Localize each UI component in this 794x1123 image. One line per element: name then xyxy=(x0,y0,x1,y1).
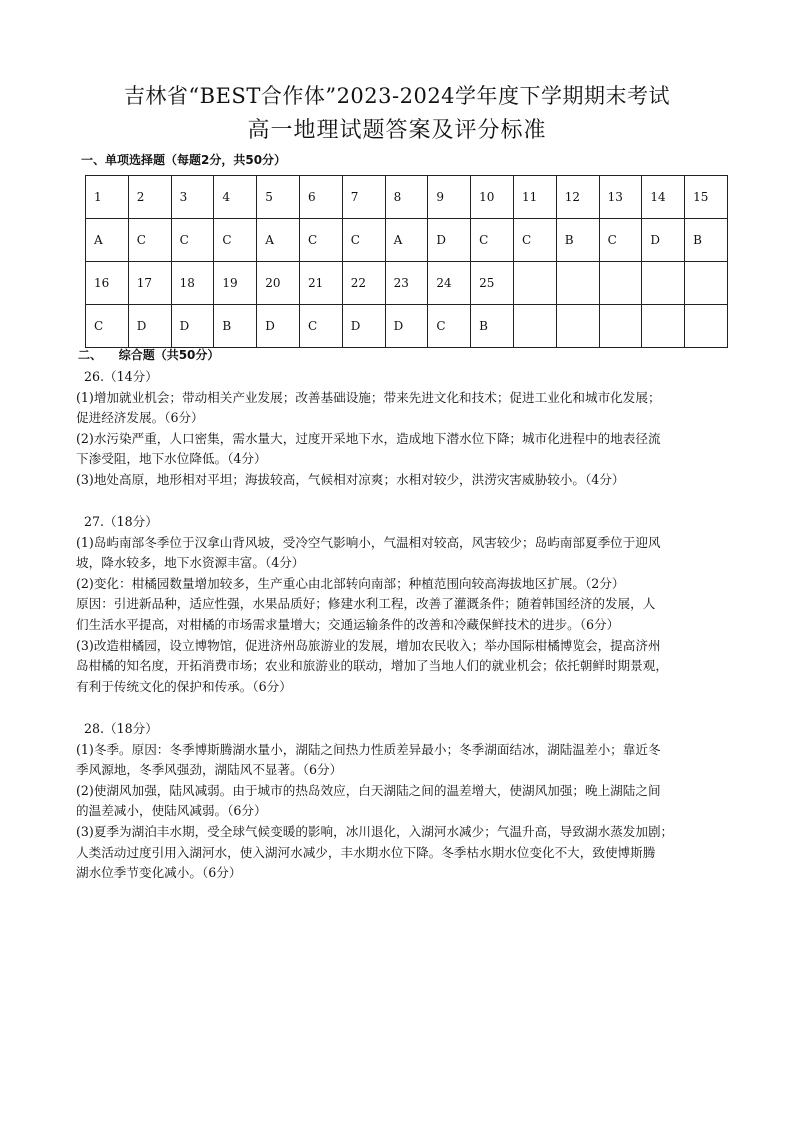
question-number-cell: 7 xyxy=(342,176,385,219)
answer-table-row xyxy=(86,262,728,305)
answer-cell xyxy=(685,305,728,348)
answer-cell: C xyxy=(214,219,257,262)
answer-cell: A xyxy=(86,219,129,262)
answer-cell: D xyxy=(642,219,685,262)
question-number-cell: 1 xyxy=(86,176,129,219)
question-number-cell: 5 xyxy=(257,176,300,219)
question-number-cell: 11 xyxy=(513,176,556,219)
question-number-cell: 2 xyxy=(128,176,171,219)
answer-line: (3)夏季为湖泊丰水期，受全球气候变暖的影响，冰川退化，入湖河水减少；气温升高，导致湖水蒸发加剧； xyxy=(76,823,674,839)
question-27-lines xyxy=(76,533,726,698)
answer-table-row xyxy=(86,176,728,219)
answer-cell: C xyxy=(299,219,342,262)
question-number-cell xyxy=(513,262,556,305)
question-number-cell: 21 xyxy=(299,262,342,305)
answer-line: 下渗受阻，地下水位降低。（4分） xyxy=(76,451,267,467)
answer-line: (2)使湖风加强，陆风减弱。由于城市的热岛效应，白天湖陆之间的温差增大，使湖风加强；晚上湖陆之间 xyxy=(76,782,661,798)
answer-line: 人类活动过度引用入湖河水，使入湖河水减少，丰水期水位下降。冬季枯水期水位变化不大，致使博斯腾 xyxy=(76,844,656,860)
answer-cell: C xyxy=(471,219,514,262)
answer-cell: D xyxy=(428,219,471,262)
question-26 xyxy=(76,367,726,491)
question-number-cell: 4 xyxy=(214,176,257,219)
answer-cell: B xyxy=(685,219,728,262)
answer-cell: C xyxy=(342,219,385,262)
answer-cell xyxy=(556,305,599,348)
answer-line: 岛柑橘的知名度，开拓消费市场；农业和旅游业的联动，增加了当地人们的就业机会；依托朝鲜时期景观， xyxy=(76,658,668,674)
answer-cell: C xyxy=(171,219,214,262)
answer-cell: B xyxy=(556,219,599,262)
answer-cell: C xyxy=(513,219,556,262)
answer-line: (2)变化：柑橘园数量增加较多，生产重心由北部转向南部；种植范围向较高海拔地区扩展。（2分） xyxy=(76,575,625,591)
exam-title: 吉林省“BEST合作体”2023-2024学年度下学期期末考试 xyxy=(123,84,671,108)
question-number-cell: 8 xyxy=(385,176,428,219)
question-number-cell: 10 xyxy=(471,176,514,219)
question-27 xyxy=(76,512,726,697)
question-number-cell: 22 xyxy=(342,262,385,305)
answer-table-row xyxy=(86,219,728,262)
question-number-cell: 13 xyxy=(599,176,642,219)
answer-cell xyxy=(642,305,685,348)
question-26-head: 26.（14分） xyxy=(84,369,158,384)
question-number-cell: 20 xyxy=(257,262,300,305)
question-number-cell: 9 xyxy=(428,176,471,219)
answer-line: (3)地处高原，地形相对平坦；海拔较高，气候相对凉爽；水相对较少，洪涝灾害威胁较小。（4分） xyxy=(76,471,625,487)
answer-cell xyxy=(513,305,556,348)
question-number-cell: 15 xyxy=(685,176,728,219)
answer-key-title: 高一地理试题答案及评分标准 xyxy=(247,118,547,143)
question-number-cell: 6 xyxy=(299,176,342,219)
question-28-lines xyxy=(76,740,726,884)
answer-cell: D xyxy=(385,305,428,348)
answer-cell: C xyxy=(86,305,129,348)
question-number-cell: 12 xyxy=(556,176,599,219)
answer-cell: D xyxy=(342,305,385,348)
question-number-cell: 16 xyxy=(86,262,129,305)
answer-cell: D xyxy=(257,305,300,348)
question-number-cell: 14 xyxy=(642,176,685,219)
answer-line: 促进经济发展。（6分） xyxy=(76,410,204,426)
question-28 xyxy=(76,719,726,884)
question-26-lines xyxy=(76,388,726,491)
answer-line: (1)增加就业机会；带动相关产业发展；改善基础设施；带来先进文化和技术；促进工业化和城市化发展； xyxy=(76,389,661,405)
answer-cell: B xyxy=(471,305,514,348)
answer-line: 的温差减小，使陆风减弱。（6分） xyxy=(76,803,267,819)
question-number-cell: 17 xyxy=(128,262,171,305)
section2-heading: 二、 综合题（共50分） xyxy=(78,348,220,362)
answer-cell: C xyxy=(599,219,642,262)
question-number-cell: 19 xyxy=(214,262,257,305)
answer-cell: B xyxy=(214,305,257,348)
answer-line: (1)冬季。原因：冬季博斯腾湖水量小，湖陆之间热力性质差异最小；冬季湖面结冰，湖陆温差小；靠近冬 xyxy=(76,741,661,757)
answer-line: 原因：引进新品种，适应性强，水果品质好；修建水利工程，改善了灌溉条件；随着韩国经济的发展，人 xyxy=(76,596,656,612)
answer-line: (1)岛屿南部冬季位于汉拿山背风坡，受冷空气影响小，气温相对较高，风害较少；岛屿南部夏季位于迎风 xyxy=(76,534,661,550)
question-28-head: 28.（18分） xyxy=(84,721,158,736)
answer-line: 坡，降水较多，地下水资源丰富。（4分） xyxy=(76,555,305,571)
answer-line: 湖水位季节变化减小。（6分） xyxy=(76,865,242,881)
answer-cell: D xyxy=(128,305,171,348)
question-number-cell: 3 xyxy=(171,176,214,219)
answer-cell: C xyxy=(428,305,471,348)
question-number-cell: 23 xyxy=(385,262,428,305)
answer-cell: A xyxy=(385,219,428,262)
answer-table-row xyxy=(86,305,728,348)
section1-heading: 一、单项选择题（每题2分，共50分） xyxy=(81,153,287,167)
answer-line: 有利于传统文化的保护和传承。（6分） xyxy=(76,678,292,694)
answer-line: 们生活水平提高，对柑橘的市场需求量增大；交通运输条件的改善和冷藏保鲜技术的进步。（6分） xyxy=(76,616,620,632)
question-number-cell: 18 xyxy=(171,262,214,305)
question-number-cell xyxy=(599,262,642,305)
answer-table xyxy=(85,175,728,348)
question-number-cell: 24 xyxy=(428,262,471,305)
answer-cell: C xyxy=(299,305,342,348)
answer-cell: C xyxy=(128,219,171,262)
question-number-cell xyxy=(685,262,728,305)
question-number-cell xyxy=(556,262,599,305)
answer-cell xyxy=(599,305,642,348)
answer-cell: A xyxy=(257,219,300,262)
answer-line: (3)改造柑橘园，设立博物馆，促进济州岛旅游业的发展，增加农民收入；举办国际柑橘博览会，提高济州 xyxy=(76,637,661,653)
question-27-head: 27.（18分） xyxy=(84,514,158,529)
answer-line: 季风源地，冬季风强劲，湖陆风不显著。（6分） xyxy=(76,762,343,778)
answer-cell: D xyxy=(171,305,214,348)
answer-line: (2)水污染严重，人口密集，需水量大，过度开采地下水，造成地下潜水位下降；城市化进程中的地表径流 xyxy=(76,430,661,446)
question-number-cell xyxy=(642,262,685,305)
question-number-cell: 25 xyxy=(471,262,514,305)
